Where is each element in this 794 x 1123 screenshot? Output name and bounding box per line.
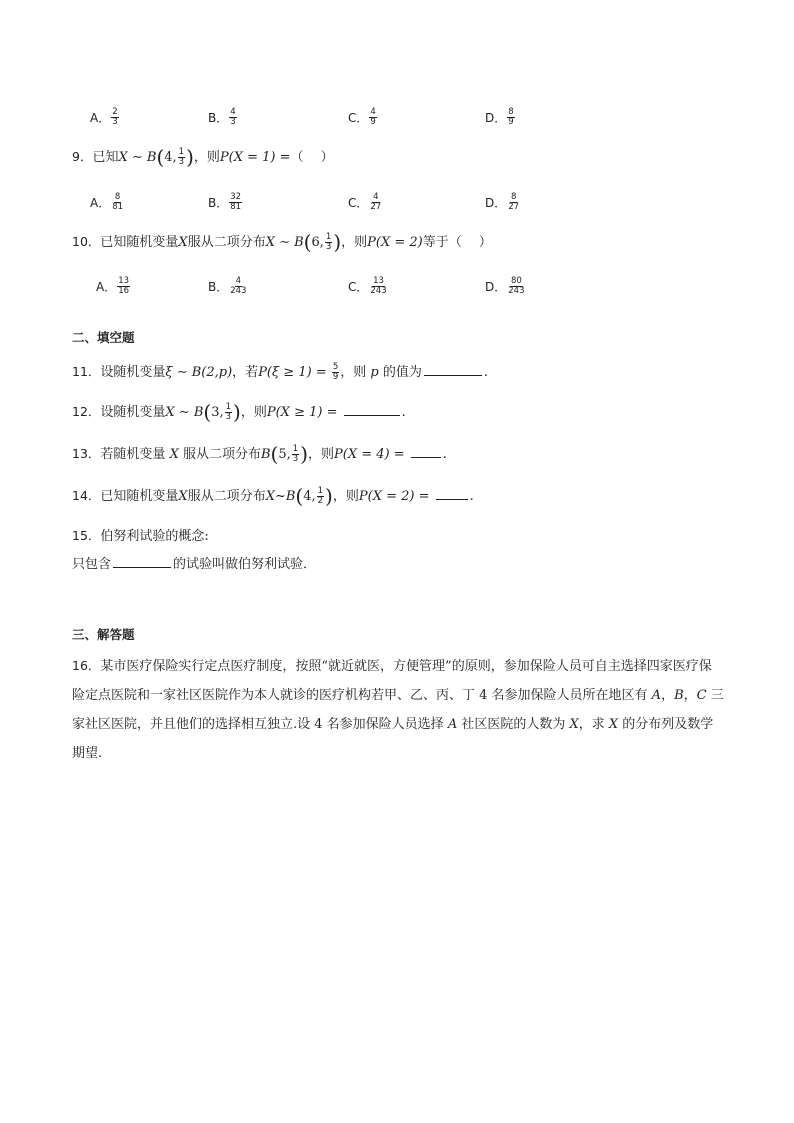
question-15-line2: 只包含 的试验叫做伯努利试验．: [72, 557, 317, 572]
q8-option-b[interactable]: [208, 102, 238, 132]
option-fraction: $\frac{2}{3}$: [112, 106, 118, 127]
question-16: 16．某市医疗保险实行定点医疗制度，按照“就近就医，方便管理”的原则，参加保险人员可自主选择四家医疗保险定点医院和一家社区医院作为本人就诊的医疗机构若甲、乙、丙、丁 4 名参加保险人员所在地区有 A，B，C 三家社区医院，并且他们的选择相互独立.设 4 名参加保险人员选择 A 社区医院的人数为 X，求 X 的分布列及数学期望.: [72, 658, 724, 761]
option-label: A．: [90, 110, 111, 125]
option-label: D．: [485, 110, 507, 125]
q9-options: [0, 187, 794, 217]
question-12: 12．设随机变量X ∼ B(3, $\frac{1}{3}$ )，则P(X ≥ 1) = .: [72, 400, 406, 424]
q10-option-c[interactable]: C． $\frac{13}{243}$: [348, 275, 387, 296]
answer-blank[interactable]: [424, 363, 482, 376]
q8-option-c[interactable]: [348, 102, 378, 132]
q10-option-a[interactable]: A． $\frac{13}{16}$: [96, 275, 130, 296]
question-15: 15．伯努利试验的概念:: [72, 528, 209, 544]
answer-blank[interactable]: [411, 445, 441, 458]
q8-options: [0, 102, 794, 132]
q8-option-a[interactable]: [90, 102, 120, 132]
answer-blank[interactable]: [344, 403, 400, 416]
question-11: 11．设随机变量ξ ∼ B(2,p)，若P(ξ ≥ 1) = $\frac{5}{9}$ ，则 p 的值为 .: [72, 362, 489, 382]
option-fraction: $\frac{8}{9}$: [508, 106, 514, 127]
q10-options: [0, 271, 794, 301]
answer-blank[interactable]: [113, 555, 171, 568]
q8-option-d[interactable]: [485, 102, 516, 132]
param-fraction: $\frac{1}{3}$: [178, 147, 185, 167]
question-10: 10．已知随机变量X服从二项分布X ∼ B(6, $\frac{1}{3}$ )，则P(X = 2)等于（ ）: [72, 230, 492, 254]
q10-option-d[interactable]: D． $\frac{80}{243}$: [485, 275, 525, 296]
q10-option-b[interactable]: B． $\frac{4}{243}$: [208, 275, 247, 296]
q9-option-b[interactable]: B． $\frac{32}{81}$: [208, 191, 242, 212]
question-14: 14．已知随机变量X服从二项分布X~B(4, $\frac{1}{2}$ )，则P(X = 2) = .: [72, 484, 474, 508]
section-title-fill-blank: 二、填空题: [72, 330, 135, 345]
q9-option-a[interactable]: A． $\frac{8}{81}$: [90, 191, 124, 212]
answer-blank[interactable]: [436, 487, 468, 500]
option-label: C．: [348, 110, 369, 125]
section-title-solution: 三、解答题: [72, 627, 135, 642]
option-label: B．: [208, 110, 229, 125]
question-13: 13．若随机变量 X 服从二项分布B(5, $\frac{1}{3}$ )，则P(X = 4) = .: [72, 442, 447, 466]
option-fraction: $\frac{4}{3}$: [230, 106, 236, 127]
q9-option-c[interactable]: C． $\frac{4}{27}$: [348, 191, 382, 212]
question-9: 9．已知X ∼ B(4, $\frac{1}{3}$ )，则P(X = 1) =（ ）: [72, 145, 334, 169]
q9-option-d[interactable]: D． $\frac{8}{27}$: [485, 191, 520, 212]
option-fraction: $\frac{4}{9}$: [370, 106, 376, 127]
